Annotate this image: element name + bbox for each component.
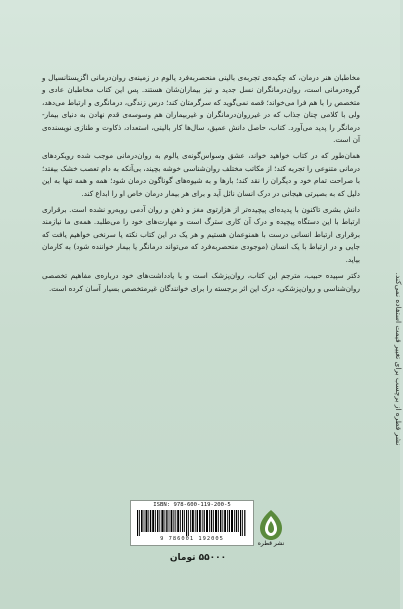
isbn: ISBN: 978-600-119-200-5 bbox=[153, 502, 231, 508]
barcode-digits: 9 786001 192005 bbox=[160, 536, 224, 542]
paragraph-1: مخاطبان هنر درمان، که چکیده‌ی تجربه‌ی بالینی منحصربه‌فرد یالوم در زمینه‌ی روان‌درمانی اگزیستانسیال و گروه‌درمانی است، روان‌درمانگران نسل جدید و نیز بیماران‌شان هستند. پس این کتاب مخاطبان عادی و متخصص را با هم فرا می‌خواند؛ قصه نمی‌گوید که سرگرمتان کند؛ درس زندگی، درمانگری و ارتباط می‌دهد، ولی با کلامی چنان جذاب که در غیرروان‌درمانگران و غیربیماران هم وسوسه‌ی قدم نهادن به دنیای بیمار-درمانگر را پدید می‌آورد. کتاب، حاصل دانش عمیق، سال‌ها کار بالینی، استعداد، ذکاوت و طنازی نویسنده‌ی آن است. bbox=[42, 73, 360, 145]
price: ۵۵۰۰۰ تومان bbox=[169, 553, 227, 563]
back-cover-text bbox=[42, 72, 360, 299]
barcode bbox=[130, 500, 254, 546]
paragraph-2: همان‌طور که در کتاب خواهید خواند، عشق وسواس‌گونه‌ی یالوم به روان‌درمانی موجب شده رویکردهای درمانی متنوعی را تجربه کند؛ از مکاتب مختلف روان‌شناسی خوشه بچیند، بی‌آنکه به دام تعصب خشک بیفتد؛ با صراحت تمام خود و دیگران را نقد کند؛ بارها و به شیوه‌های گوناگون درمان شود؛ همه و همه تنها به این دلیل که به بصیرتی هیجانی در درک انسان نائل آید و برای هر بیمار درمان خاص او را ابداع کند. bbox=[42, 151, 360, 198]
price-label-note: نشر قطره از برچسب برای تغییر قیمت استفاده نمی‌کند. bbox=[394, 272, 403, 446]
barcode-bars bbox=[137, 510, 247, 536]
paragraph-4: دکتر سپیده حبیب، مترجم این کتاب، روان‌پزشک است و با یادداشت‌های خود درباره‌ی مفاهیم تخصصی روان‌شناسی و روان‌پزشکی، درک این اثر برجسته را برای خوانندگان غیرمتخصص بسیار آسان کرده است. bbox=[42, 271, 360, 293]
publisher-logo-text: نشر قطره bbox=[257, 540, 285, 547]
paragraph-3: دانش بشری تاکنون با پدیده‌ای پیچیده‌تر از هزارتوی مغز و ذهن و روان آدمی روبه‌رو نشده است. برقراری ارتباط با این دستگاه پیچیده و درک آن کاری سترگ است و مهارت‌های خود را می‌طلبد. همه‌ی ما نیازمند برقراری ارتباط انسانی درست با همنوعمان هستیم و هر یک در این کتاب نکته یا سرنخی خواهیم یافت که جایی و در ارتباط با یک انسان (موجودی منحصربه‌فرد که می‌تواند درمانگر یا بیمار خواننده شود) به کارمان بیاید. bbox=[42, 205, 360, 264]
